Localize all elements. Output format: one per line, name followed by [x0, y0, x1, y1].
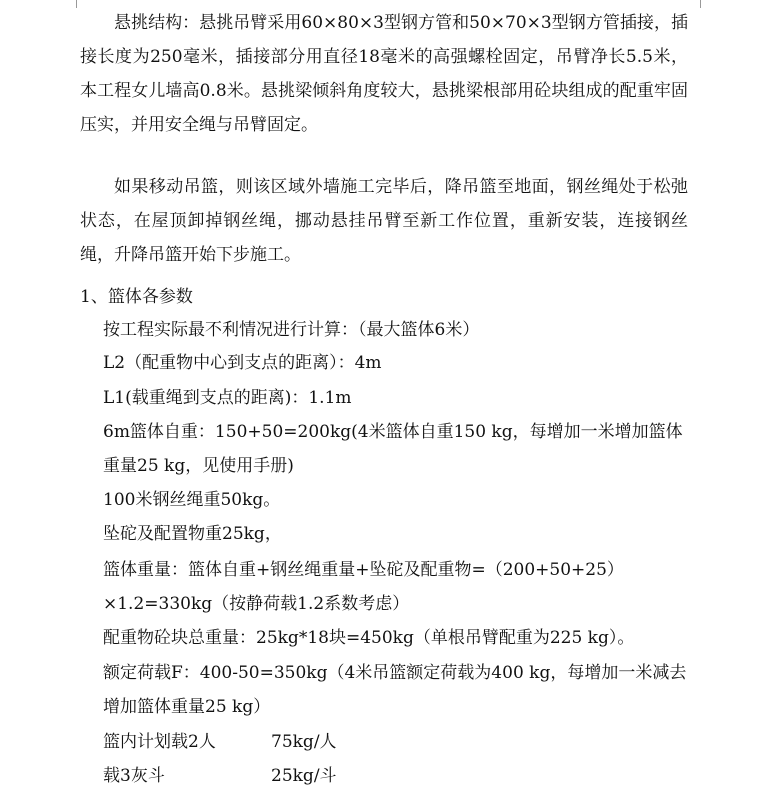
l2-distance-line: L2（配重物中心到支点的距离）：4m: [103, 353, 382, 373]
load-row-label: 篮内计划载2人: [103, 732, 216, 752]
load-row-value: 75kg/人: [271, 732, 337, 752]
paragraph-cantilever-structure: 悬挑结构：悬挑吊臂采用60×80×3型钢方管和50×70×3型钢方管插接，插接长度为250毫米，插接部分用直径18毫米的高强螺栓固定，吊臂净长5.5米，本工程女儿墙高0.8米。悬挑梁倾斜角度较大，悬挑梁根部用砼块组成的配重牢固压实，并用安全绳与吊臂固定。: [80, 13, 688, 135]
load-row-label: 载3灰斗: [103, 766, 165, 786]
paragraph-moving-basket: 如果移动吊篮，则该区域外墙施工完毕后，降吊篮至地面，钢丝绳处于松弛状态，在屋顶卸掉钢丝绳，挪动悬挂吊臂至新工作位置，重新安装，连接钢丝绳，升降吊篮开始下步施工。: [80, 177, 688, 265]
page-corner-mark-left: [76, 0, 77, 8]
load-row-people: [103, 725, 337, 759]
load-row-value: 25kg/斗: [271, 766, 337, 786]
sinker-weight-line: 坠砣及配置物重25kg，: [103, 524, 282, 544]
load-row-buckets: [103, 759, 337, 793]
calc-basis-line: 按工程实际最不利情况进行计算：（最大篮体6米）: [103, 320, 480, 340]
basket-self-weight-line: 6m篮体自重：150+50=200kg(4米篮体自重150 kg，每增加一米增加篮体重量25 kg，见使用手册): [103, 422, 683, 476]
rated-load-line: 额定荷载F：400-50=350kg（4米吊篮额定荷载为400 kg，每增加一米减去增加篮体重量25 kg）: [103, 663, 687, 717]
counterweight-total-line: 配重物砼块总重量：25kg*18块=450kg（单根吊臂配重为225 kg）。: [103, 628, 635, 648]
basket-total-weight-line: 篮体重量：篮体自重+钢丝绳重量+坠砣及配重物=（200+50+25）×1.2=330kg（按静荷载1.2系数考虑）: [103, 560, 624, 614]
wire-rope-weight-line: 100米钢丝绳重50kg。: [103, 490, 281, 510]
section-heading: 1、篮体各参数: [80, 287, 193, 307]
l1-distance-line: L1(载重绳到支点的距离)：1.1m: [103, 388, 352, 408]
page-corner-mark-right: [700, 0, 701, 8]
